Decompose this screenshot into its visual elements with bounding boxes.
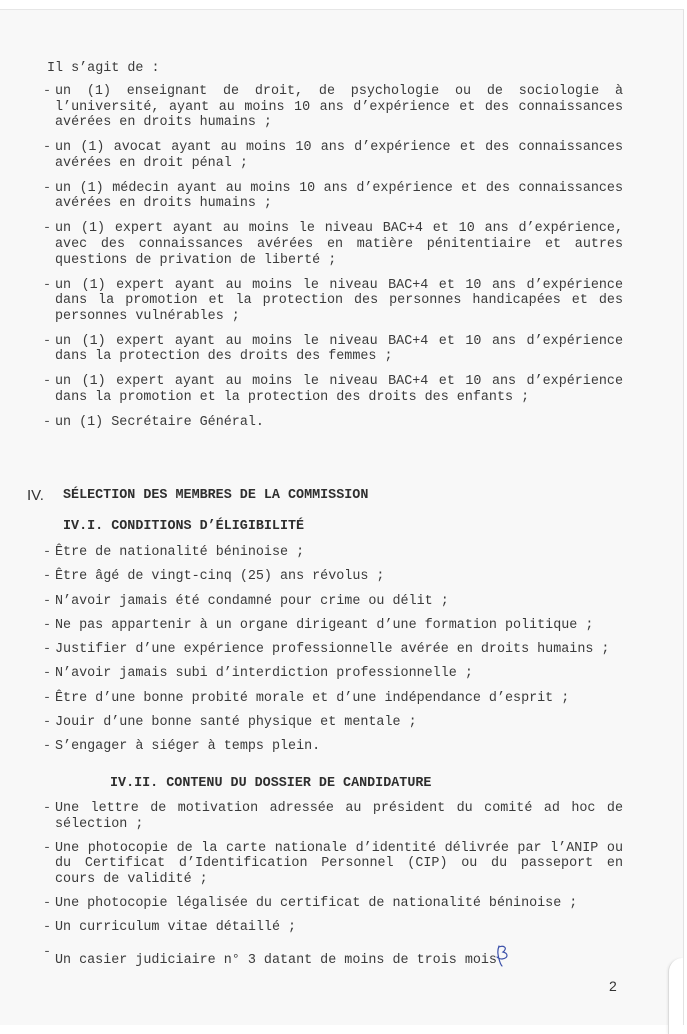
- bullet-dash: -: [43, 569, 52, 585]
- list-item: - Être âgé de vingt-cinq (25) ans révolus ;: [43, 569, 385, 585]
- handwritten-initial-icon: [495, 945, 511, 973]
- bullet-dash: -: [43, 414, 52, 430]
- list-item: - Jouir d’une bonne santé physique et mentale ;: [43, 714, 417, 730]
- bullet-dash: -: [43, 801, 52, 816]
- list-item: - un (1) médecin ayant au moins 10 ans d’expérience et des connaissances avérées en droits humains ;: [43, 180, 623, 212]
- bullet-dash: -: [43, 896, 52, 912]
- list-item: - N’avoir jamais subi d’interdiction professionnelle ;: [43, 666, 473, 682]
- application-file-list: [43, 801, 623, 981]
- bullet-dash: -: [43, 545, 52, 560]
- list-item: - un (1) expert ayant au moins le niveau BAC+4 et 10 ans d’expérience dans la protection des droits des femmes ;: [43, 333, 623, 365]
- bullet-dash: -: [43, 140, 52, 156]
- eligibility-list: [43, 545, 623, 764]
- list-item: - un (1) Secrétaire Général.: [43, 414, 264, 430]
- subsection-title-application-file: IV.II. CONTENU DU DOSSIER DE CANDIDATURE: [110, 776, 432, 791]
- list-item: - un (1) avocat ayant au moins 10 ans d’expérience et des connaissances avérées en droit pénal ;: [43, 140, 623, 171]
- list-item: - Un curriculum vitae détaillé ;: [43, 920, 297, 936]
- bullet-dash: -: [43, 221, 52, 237]
- bullet-dash: -: [43, 714, 52, 730]
- list-item: - S’engager à siéger à temps plein.: [43, 739, 321, 755]
- bullet-dash: -: [43, 374, 52, 390]
- side-panel-edge[interactable]: [668, 958, 683, 1034]
- bullet-dash: -: [43, 840, 52, 856]
- bullet-dash: -: [43, 920, 52, 936]
- intro-text: Il s’agit de :: [47, 61, 160, 76]
- section-title: SÉLECTION DES MEMBRES DE LA COMMISSION: [63, 488, 369, 503]
- bullet-dash: -: [43, 593, 52, 609]
- list-item: - Être d’une bonne probité morale et d’une indépendance d’esprit ;: [43, 690, 570, 706]
- bullet-dash: -: [43, 642, 52, 658]
- subsection-title-eligibility: IV.I. CONDITIONS D’ÉLIGIBILITÉ: [63, 519, 305, 534]
- list-item: - un (1) expert ayant au moins le niveau BAC+4 et 10 ans d’expérience dans la promotion et la protection des droits des enfants ;: [43, 374, 623, 405]
- members-list: [43, 84, 623, 440]
- bullet-dash: -: [43, 617, 52, 633]
- bullet-dash: -: [43, 666, 52, 682]
- list-item: - N’avoir jamais été condamné pour crime ou délit ;: [43, 593, 449, 609]
- bullet-dash: -: [43, 739, 52, 755]
- list-item: - Une photocopie légalisée du certificat de nationalité béninoise ;: [43, 896, 578, 912]
- list-item: - Une lettre de motivation adressée au président du comité ad hoc de sélection ;: [43, 801, 623, 832]
- list-item: - Être de nationalité béninoise ;: [43, 545, 305, 560]
- page-number: 2: [609, 978, 617, 994]
- document-page: [0, 9, 684, 1025]
- bullet-dash: -: [43, 277, 52, 293]
- list-item: - un (1) enseignant de droit, de psychologie ou de sociologie à l’université, ayant au moins 10 ans d’expérience et des connaissances avérées en droits humains ;: [43, 84, 623, 131]
- bullet-dash: -: [43, 333, 52, 349]
- list-item: - Une photocopie de la carte nationale d’identité délivrée par l’ANIP ou du Certificat d’Identification Personnel (CIP) ou du passeport en cours de validité ;: [43, 840, 623, 887]
- bullet-dash: -: [43, 180, 52, 196]
- bullet-dash: -: [43, 84, 52, 99]
- section-number: IV.: [27, 487, 44, 504]
- bullet-dash: -: [43, 690, 52, 706]
- list-item: - Un casier judiciaire n° 3 datant de moins de trois mois: [43, 945, 623, 973]
- list-item: - un (1) expert ayant au moins le niveau BAC+4 et 10 ans d’expérience dans la promotion et la protection des personnes handicapées et des personnes vulnérables ;: [43, 277, 623, 324]
- list-item: - Justifier d’une expérience professionnelle avérée en droits humains ;: [43, 642, 610, 658]
- list-item: - Ne pas appartenir à un organe dirigeant d’une formation politique ;: [43, 617, 594, 633]
- list-item: - un (1) expert ayant au moins le niveau BAC+4 et 10 ans d’expérience, avec des connaissances avérées en matière pénitentiaire et autres questions de privation de liberté ;: [43, 221, 623, 268]
- bullet-dash: -: [43, 944, 52, 960]
